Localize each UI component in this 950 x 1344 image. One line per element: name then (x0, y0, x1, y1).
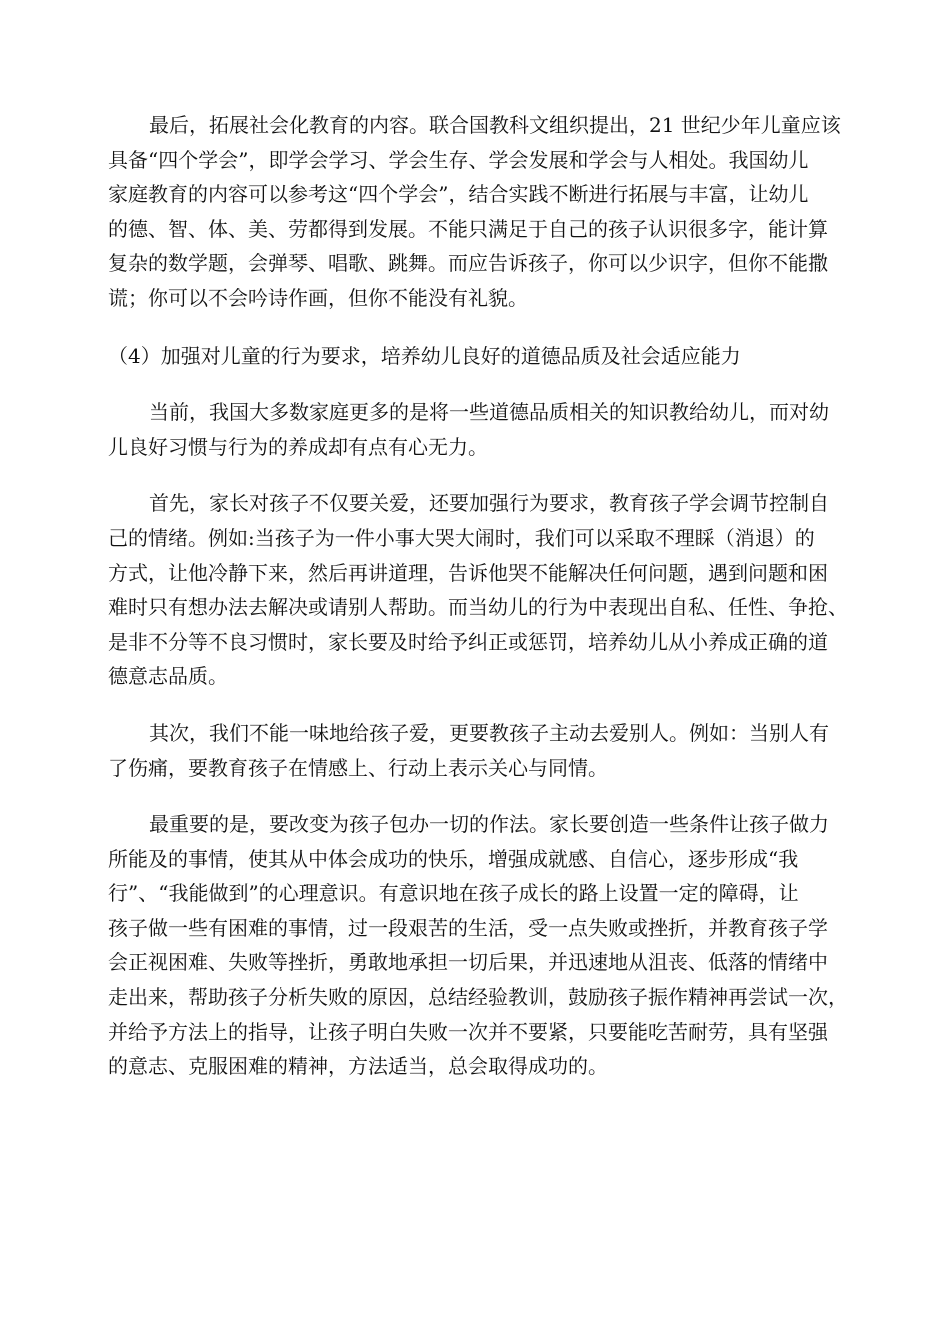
text-line: 最后，拓展社会化教育的内容。联合国教科文组织提出，21 世纪少年儿童应该 (149, 113, 841, 137)
text-line: 复杂的数学题，会弹琴、唱歌、跳舞。而应告诉孩子，你可以少识字，但你不能撒 (108, 251, 828, 276)
text-line: 方式，让他冷静下来，然后再讲道理，告诉他哭不能解决任何问题，遇到问题和困 (108, 560, 828, 585)
text-line: 最重要的是，要改变为孩子包办一切的作法。家长要创造一些条件让孩子做力 (149, 812, 829, 837)
text-line: 首先，家长对孩子不仅要关爱，还要加强行为要求，教育孩子学会调节控制自 (149, 491, 829, 516)
text-line: 孩子做一些有困难的事情，过一段艰苦的生活，受一点失败或挫折，并教育孩子学 (108, 915, 828, 940)
text-line: 儿良好习惯与行为的养成却有点有心无力。 (108, 434, 488, 459)
paragraph-second-point (108, 716, 853, 785)
document-page (108, 108, 853, 1084)
heading-text: （4）加强对儿童的行为要求，培养幼儿良好的道德品质及社会适应能力 (108, 343, 741, 368)
text-line: 谎；你可以不会吟诗作画，但你不能没有礼貌。 (108, 285, 528, 310)
text-line: 的意志、克服困难的精神，方法适当，总会取得成功的。 (108, 1054, 608, 1079)
text-line: 所能及的事情，使其从中体会成功的快乐，增强成就感、自信心，逐步形成“我 (108, 846, 799, 871)
text-line: 了伤痛，要教育孩子在情感上、行动上表示关心与同情。 (108, 755, 608, 780)
text-line: 当前，我国大多数家庭更多的是将一些道德品质相关的知识教给幼儿，而对幼 (149, 400, 829, 425)
text-line: 具备“四个学会”，即学会学习、学会生存、学会发展和学会与人相处。我国幼儿 (108, 147, 809, 172)
text-line: 会正视困难、失败等挫折，勇敢地承担一切后果，并迅速地从沮丧、低落的情绪中 (108, 950, 828, 975)
text-line: 家庭教育的内容可以参考这“四个学会”，结合实践不断进行拓展与丰富，让幼儿 (108, 182, 809, 207)
text-line: 德意志品质。 (108, 664, 228, 689)
paragraph-most-important (108, 807, 853, 1084)
paragraph-first-point (108, 486, 853, 694)
section-heading (108, 339, 853, 374)
text-line: 行”、“我能做到”的心理意识。有意识地在孩子成长的路上设置一定的障碍，让 (108, 881, 799, 906)
text-line: 己的情绪。例如:当孩子为一件小事大哭大闹时，我们可以采取不理睬（消退）的 (108, 525, 815, 550)
text-line: 是非不分等不良习惯时，家长要及时给予纠正或惩罚，培养幼儿从小养成正确的道 (108, 629, 828, 654)
text-line: 并给予方法上的指导，让孩子明白失败一次并不要紧，只要能吃苦耐劳，具有坚强 (108, 1019, 828, 1044)
text-line: 难时只有想办法去解决或请别人帮助。而当幼儿的行为中表现出自私、任性、争抢、 (108, 595, 848, 620)
text-line: 走出来，帮助孩子分析失败的原因，总结经验教训，鼓励孩子振作精神再尝试一次， (108, 985, 848, 1010)
paragraph-social-education (108, 108, 853, 316)
text-line: 其次，我们不能一味地给孩子爱，更要教孩子主动去爱别人。例如：当别人有 (149, 720, 829, 745)
text-line: 的德、智、体、美、劳都得到发展。不能只满足于自己的孩子认识很多字，能计算 (108, 216, 828, 241)
paragraph-current-situation (108, 395, 853, 464)
